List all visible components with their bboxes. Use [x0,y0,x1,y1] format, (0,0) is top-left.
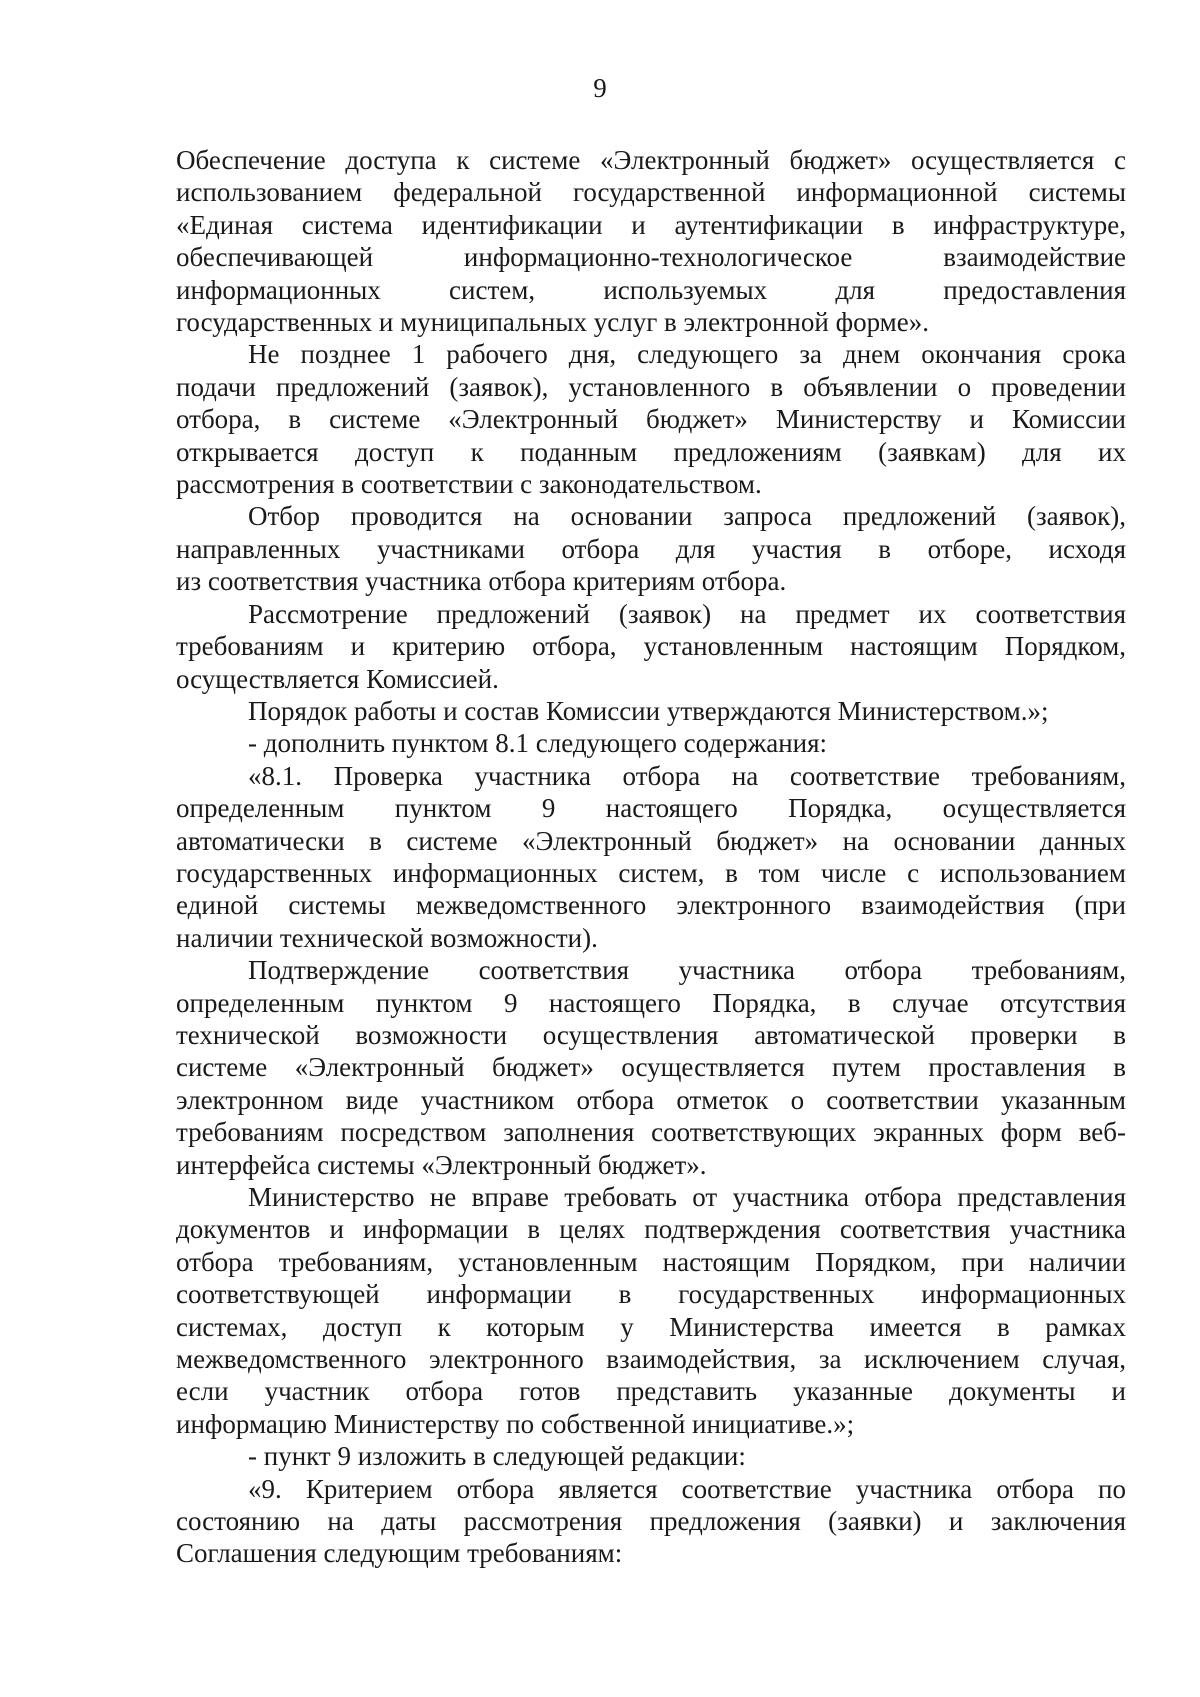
text-line: интерфейса системы «Электронный бюджет». [176,1149,707,1180]
paragraph [176,598,1126,695]
text-line: подачи предложений (заявок), установленного в объявлении о проведении [176,371,1126,402]
text-line: осуществляется Комиссией. [176,663,499,694]
text-line: Обеспечение доступа к системе «Электронный бюджет» осуществляется с [176,145,1126,175]
text-line: технической возможности осуществления автоматической проверки в [176,1019,1126,1050]
text-line: - дополнить пунктом 8.1 следующего содержания: [248,728,828,759]
text-line: обеспечивающей информационно-технологическое взаимодействие [176,242,1126,273]
document-body [176,144,1126,1570]
text-line: «8.1. Проверка участника отбора на соответствие требованиям, [248,760,1126,791]
text-line: - пункт 9 изложить в следующей редакции: [248,1441,746,1472]
text-line: состоянию на даты рассмотрения предложения (заявки) и заключения [176,1506,1126,1537]
text-line: документов и информации в целях подтверждения соответствия участника [176,1214,1126,1245]
text-line: открывается доступ к поданным предложениям (заявкам) для их [176,436,1126,467]
text-line: Порядок работы и состав Комиссии утверждаются Министерством.»; [248,695,1049,726]
text-line: если участник отбора готов представить указанные документы и [176,1376,1126,1407]
text-line: единой системы межведомственного электронного взаимодействия (при [176,890,1126,921]
text-line: межведомственного электронного взаимодействия, за исключением случая, [176,1344,1126,1375]
text-line: из соответствия участника отбора критериям отбора. [176,566,787,597]
paragraph [176,1181,1126,1440]
text-line: определенным пунктом 9 настоящего Порядка, осуществляется [176,793,1126,824]
text-line: Не позднее 1 рабочего дня, следующего за днем окончания срока [248,339,1126,370]
text-line: системах, доступ к которым у Министерства имеется в рамках [176,1311,1126,1342]
text-line: государственных и муниципальных услуг в электронной форме». [176,307,929,338]
paragraph [176,760,1126,954]
text-line: наличии технической возможности). [176,922,598,953]
paragraph [176,1473,1126,1570]
paragraph [176,695,1126,727]
text-line: «Единая система идентификации и аутентификации в инфраструктуре, [176,209,1126,240]
text-line: государственных информационных систем, в том числе с использованием [176,857,1126,888]
text-line: рассмотрения в соответствии с законодательством. [176,469,762,500]
text-line: соответствующей информации в государственных информационных [176,1279,1126,1310]
text-line: требованиям посредством заполнения соответствующих экранных форм веб- [176,1117,1126,1148]
text-line: отбора требованиям, установленным настоящим Порядком, при наличии [176,1246,1126,1277]
text-line: информацию Министерству по собственной инициативе.»; [176,1408,855,1439]
text-line: требованиям и критерию отбора, установленным настоящим Порядком, [176,631,1126,662]
text-line: «9. Критерием отбора является соответствие участника отбора по [248,1473,1126,1504]
text-line: Подтверждение соответствия участника отбора требованиям, [248,955,1126,986]
paragraph [176,338,1126,500]
text-line: системе «Электронный бюджет» осуществляется путем проставления в [176,1052,1126,1083]
text-line: Соглашения следующим требованиям: [176,1538,623,1569]
text-line: использованием федеральной государственной информационной системы [176,177,1126,208]
text-line: информационных систем, используемых для предоставления [176,274,1126,305]
text-line: Рассмотрение предложений (заявок) на предмет их соответствия [248,598,1126,629]
paragraph [176,144,1126,338]
text-line: электронном виде участником отбора отметок о соответствии указанным [176,1084,1126,1115]
text-line: автоматически в системе «Электронный бюджет» на основании данных [176,825,1126,856]
text-line: отбора, в системе «Электронный бюджет» Министерству и Комиссии [176,404,1126,435]
text-line: направленных участниками отбора для участия в отборе, исходя [176,533,1126,564]
paragraph [176,727,1126,759]
paragraph [176,1440,1126,1472]
paragraph [176,954,1126,1181]
text-line: Министерство не вправе требовать от участника отбора представления [248,1182,1126,1212]
text-line: определенным пунктом 9 настоящего Порядка, в случае отсутствия [176,987,1126,1018]
text-line: Отбор проводится на основании запроса предложений (заявок), [248,501,1126,532]
paragraph [176,500,1126,597]
page-number: 9 [593,73,607,103]
